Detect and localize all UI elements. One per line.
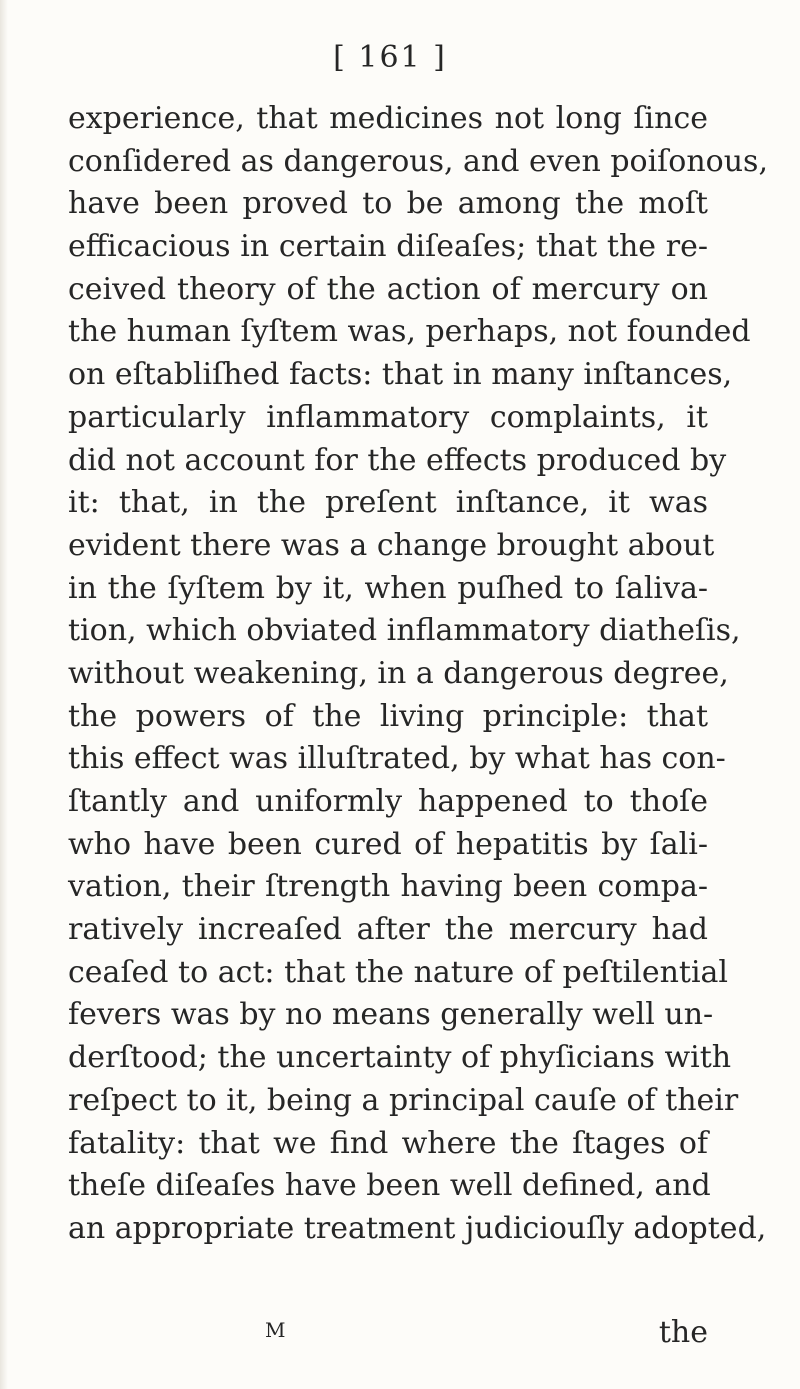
text-line: conſidered as dangerous, and even poiſonous, — [68, 143, 768, 179]
text-line: on eſtabliſhed facts: that in many inſtances, — [68, 357, 733, 393]
text-line: theſe diſeaſes have been well defined, and — [68, 1168, 711, 1204]
text-line: ſtantly and uniformly happened to thoſe — [68, 784, 708, 819]
page-number-text: [ 161 ] — [333, 40, 447, 75]
text-line: in the ſyſtem by it, when puſhed to ſaliva- — [68, 570, 708, 606]
text-line: efficacious in certain diſeaſes; that the re- — [68, 229, 708, 265]
text-line: derſtood; the uncertainty of phyſicians with — [68, 1040, 732, 1076]
signature-mark: M — [265, 1318, 286, 1342]
text-line: fevers was by no means generally well un- — [68, 997, 714, 1033]
text-line: have been proved to be among the moſt — [68, 186, 708, 222]
page-gutter-shadow — [0, 0, 8, 1389]
text-line: without weakening, in a dangerous degree, — [68, 655, 729, 691]
text-line: ratively increaſed after the mercury had — [68, 912, 708, 948]
text-line: this effect was illuſtrated, by what has con- — [68, 741, 726, 777]
text-line: who have been cured of hepatitis by ſali- — [68, 826, 708, 862]
text-line: ceived theory of the action of mercury on — [68, 271, 708, 307]
text-line: evident there was a change brought about — [68, 527, 715, 563]
text-line: did not account for the effects produced by — [68, 442, 727, 478]
text-line: fatality: that we find where the ſtages of — [68, 1125, 708, 1161]
page-footer — [68, 1312, 708, 1354]
body-text — [68, 98, 768, 1251]
text-line: the human ſyſtem was, perhaps, not founded — [68, 314, 751, 350]
text-line: an appropriate treatment judiciouſly adopted, — [68, 1210, 767, 1246]
text-line: ceaſed to act: that the nature of peſtilential — [68, 954, 729, 990]
text-line: the powers of the living principle: that — [68, 698, 708, 734]
text-line: reſpect to it, being a principal cauſe of their — [68, 1082, 739, 1118]
text-line: experience, that medicines not long ſince — [68, 101, 708, 136]
catchword: the — [658, 1315, 708, 1350]
text-line: it: that, in the preſent inſtance, it was — [68, 485, 708, 521]
text-line: particularly inflammatory complaints, it — [68, 399, 708, 435]
page-number — [0, 40, 800, 75]
text-line: vation, their ſtrength having been compa- — [68, 869, 708, 905]
text-line: tion, which obviated inflammatory diatheſis, — [68, 613, 741, 649]
